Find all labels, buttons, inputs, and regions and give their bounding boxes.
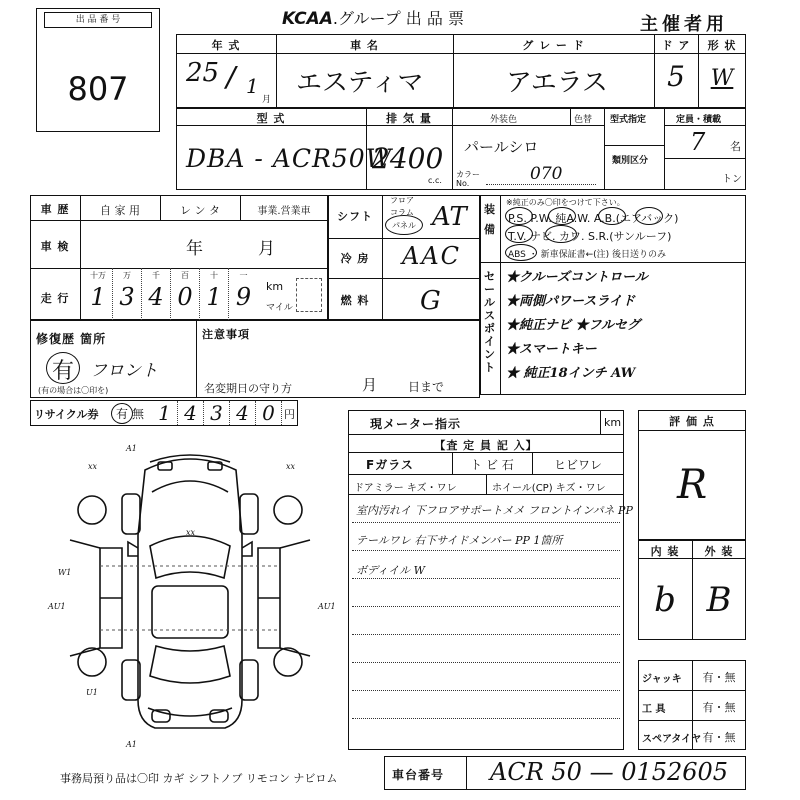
remark-rule: [352, 662, 620, 663]
sales-point-item: ★ 純正18インチ AW: [506, 366, 636, 381]
mileage-cell: [84, 268, 113, 320]
grade-label: グ レ ー ド: [522, 39, 585, 52]
type-value: DBA - ACR50W: [186, 144, 393, 173]
mile-checkbox[interactable]: [296, 278, 322, 312]
mileage-digit: 4: [148, 283, 164, 311]
interior-value: b: [654, 580, 676, 620]
color-swap-label: 色替: [574, 115, 593, 125]
fuel-label: 燃 料: [340, 294, 370, 307]
inspection-label: 車 検: [40, 240, 70, 253]
notes-label: 注意事項: [202, 328, 250, 341]
repair-hint: (有の場合は〇印を): [38, 386, 109, 395]
name-change-day: 日まで: [408, 380, 445, 394]
ps-circle: [505, 207, 533, 225]
mile-label: マイル: [266, 303, 293, 313]
equipment-note: ※純正のみ〇印をつけて下さい。: [506, 198, 625, 207]
designation-label: 型式指定: [610, 115, 647, 125]
shift-value: AT: [432, 202, 467, 232]
mark-au1-right: AU1: [318, 602, 336, 611]
remark-3: ボディイル W: [356, 564, 425, 577]
recycle-digit: 1: [152, 401, 178, 425]
mark-xx-right: xx: [286, 462, 296, 471]
history-rental: レ ン タ: [180, 204, 220, 217]
accessory-value: 有・無: [702, 701, 736, 714]
mileage-digit: 3: [119, 283, 135, 311]
exterior-value: B: [706, 580, 732, 620]
shape-value: W: [710, 66, 734, 91]
mileage-unit-label: 一: [239, 271, 248, 280]
repair-location: フロント: [90, 361, 158, 381]
history-label: 車 歴: [40, 203, 70, 216]
wheel-label: ホイール(CP) キズ・ワレ: [492, 483, 606, 494]
mileage-digit: 1: [90, 283, 106, 311]
equipment-line1: P.S. P.W. 純A.W. A.B.(エアバック): [508, 212, 679, 225]
fuel-value: G: [420, 286, 441, 316]
glass-label: Fガラス: [366, 458, 414, 472]
recycle-has: 有: [116, 407, 129, 421]
form-title: [282, 6, 464, 29]
chassis-value: ACR 50 — 0152605: [490, 758, 729, 786]
mark-u1: U1: [86, 688, 98, 697]
model-value: エスティマ: [296, 68, 424, 98]
recycle-digit: 3: [204, 401, 230, 425]
shift-panel-circle: [385, 215, 423, 235]
chassis-label: 車台番号: [392, 768, 445, 782]
year-slash: /: [226, 60, 236, 93]
month-unit: 月: [262, 95, 272, 105]
accessory-label: 工 具: [642, 704, 666, 715]
exterior-label: 外 装: [704, 545, 734, 558]
capacity-unit: 名: [730, 140, 741, 153]
color-value: パールシロ: [464, 138, 539, 156]
score-label: 評 価 点: [669, 415, 715, 428]
history-private: 自 家 用: [100, 204, 140, 217]
mark-w1: W1: [58, 568, 72, 577]
remark-1: 室内汚れイ 下フロアサポートメメ フロントインパネ PP: [356, 504, 633, 517]
office-note: 事務局預り品は〇印 カギ シフトノブ リモコン ナビロム: [60, 772, 338, 785]
remark-rule: [352, 634, 620, 635]
recycle-unit: 円: [284, 408, 295, 421]
recycle-digit: 0: [256, 401, 282, 425]
mileage-cell: [229, 268, 258, 320]
remark-rule: [352, 718, 620, 719]
name-change-label: 名変期日の守り方: [204, 382, 292, 395]
mileage-cell: [142, 268, 171, 320]
ab-circle: [635, 207, 663, 225]
ac-label: 冷 房: [340, 252, 370, 265]
mark-a1-bottom: A1: [126, 740, 137, 749]
pw-circle: [548, 207, 576, 225]
cc-label: 排 気 量: [386, 112, 432, 125]
accessory-label: ジャッキ: [642, 674, 682, 685]
remark-rule: [352, 606, 620, 607]
month-value: 1: [246, 74, 259, 98]
km-label: km: [266, 280, 284, 293]
mileage-digit: 1: [206, 283, 222, 311]
shift-column: コラム: [390, 208, 414, 217]
inspection-month: 月: [258, 239, 275, 259]
shift-label: シフト: [337, 210, 373, 223]
tv-circle: [505, 225, 533, 243]
mileage-unit-label: 万: [123, 271, 131, 280]
accessory-value: 有・無: [702, 671, 736, 684]
name-change-month: 月: [362, 376, 378, 394]
type-label: 型 式: [256, 112, 286, 125]
remark-rule: [352, 550, 620, 551]
mirror-label: ドアミラー キズ・ワレ: [354, 483, 457, 494]
recycle-has-circle: [111, 403, 133, 424]
mileage-unit-label: 十万: [90, 271, 106, 280]
doors-label: ド ア: [661, 39, 691, 52]
year-value: 25: [186, 58, 220, 88]
model-label: 車 名: [350, 39, 379, 52]
mileage-cell: [171, 268, 200, 320]
recycle-digit: 4: [178, 401, 204, 425]
accessory-value: 有・無: [702, 731, 736, 744]
mileage-cell: [113, 268, 142, 320]
repair-label: 修復歴 箇所: [36, 332, 107, 346]
shift-floor: フロア: [390, 196, 414, 205]
mileage-unit-label: 千: [152, 271, 160, 280]
equipment-side-label: 装 備: [484, 203, 496, 236]
sales-point-item: ★両側パワースライド: [506, 294, 635, 309]
load-unit: トン: [722, 174, 742, 185]
color-no-label: カラー No.: [456, 170, 480, 188]
sales-point-item: ★純正ナビ ★フルセグ: [506, 318, 641, 333]
cc-value: 2400: [372, 142, 444, 175]
year-label: 年 式: [211, 39, 241, 52]
glass-crack: ヒビワレ: [553, 458, 602, 472]
accessory-label: スペアタイヤ: [642, 734, 702, 745]
color-label: 外装色: [490, 115, 518, 125]
recycle-none: 無: [132, 407, 145, 421]
entry-label: 【査 定 員 記 入】: [434, 439, 538, 452]
sales-points-side-label: セールスポイント: [484, 270, 496, 374]
mark-au1-left: AU1: [48, 602, 66, 611]
equipment-line3: ABS ・ 新車保証書←(注) 後日送りのみ: [508, 250, 667, 260]
equipment-line2: T.V. ナビ. カワ. S.R.(サンルーフ): [508, 230, 672, 243]
mileage-unit-label: 十: [210, 271, 218, 280]
mileage-digit: 9: [235, 283, 252, 311]
navi-circle: [545, 225, 577, 243]
doors-value: 5: [667, 60, 685, 93]
lot-number: 807: [67, 70, 129, 108]
abs-circle: [505, 244, 537, 261]
grade-value: アエラス: [506, 68, 608, 98]
mileage-digit: 0: [177, 283, 193, 311]
score-value: R: [676, 462, 708, 508]
mark-xx-left: xx: [88, 462, 98, 471]
shape-label: 形 状: [707, 39, 737, 52]
mileage-cell: [200, 268, 229, 320]
aw-circle: [598, 207, 626, 225]
remark-2: テールワレ 右下サイドメンバー PP 1箇所: [356, 534, 563, 547]
mileage-label: 走 行: [40, 292, 70, 305]
mark-a1-top: A1: [126, 444, 137, 453]
mark-xx-center: xx: [186, 528, 196, 537]
lot-label: 出 品 番 号: [44, 12, 152, 28]
shift-panel: パネル: [392, 221, 416, 230]
title-text: .グループ 出 品 票: [332, 9, 464, 28]
color-no-value: 070: [530, 164, 563, 184]
cc-unit: c.c.: [428, 176, 442, 185]
history-business: 事業.営業車: [257, 206, 311, 217]
remark-rule: [352, 690, 620, 691]
meter-km: km: [604, 416, 622, 429]
interior-label: 内 装: [650, 545, 680, 558]
sales-point-item: ★クルーズコントロール: [506, 270, 648, 285]
meter-label: 現メーター指示: [370, 417, 462, 431]
glass-chip: ト ビ 石: [470, 458, 514, 472]
brand-logo: KCAA: [282, 9, 333, 29]
recycle-label: リサイクル券: [34, 408, 99, 421]
mileage-unit-label: 百: [181, 271, 189, 280]
capacity-value: 7: [690, 128, 706, 156]
ac-value: AAC: [402, 242, 462, 270]
repair-value: 有: [52, 359, 75, 384]
remark-rule: [352, 578, 620, 579]
inspection-year: 年: [186, 239, 203, 259]
remark-rule: [352, 522, 620, 523]
capacity-label: 定員・積載: [676, 115, 722, 125]
recycle-digit: 4: [230, 401, 256, 425]
role-label: 主催者用: [640, 14, 728, 35]
repair-circle: [46, 352, 80, 384]
category-label: 類別区分: [612, 156, 649, 166]
sales-point-item: ★スマートキー: [506, 342, 597, 357]
